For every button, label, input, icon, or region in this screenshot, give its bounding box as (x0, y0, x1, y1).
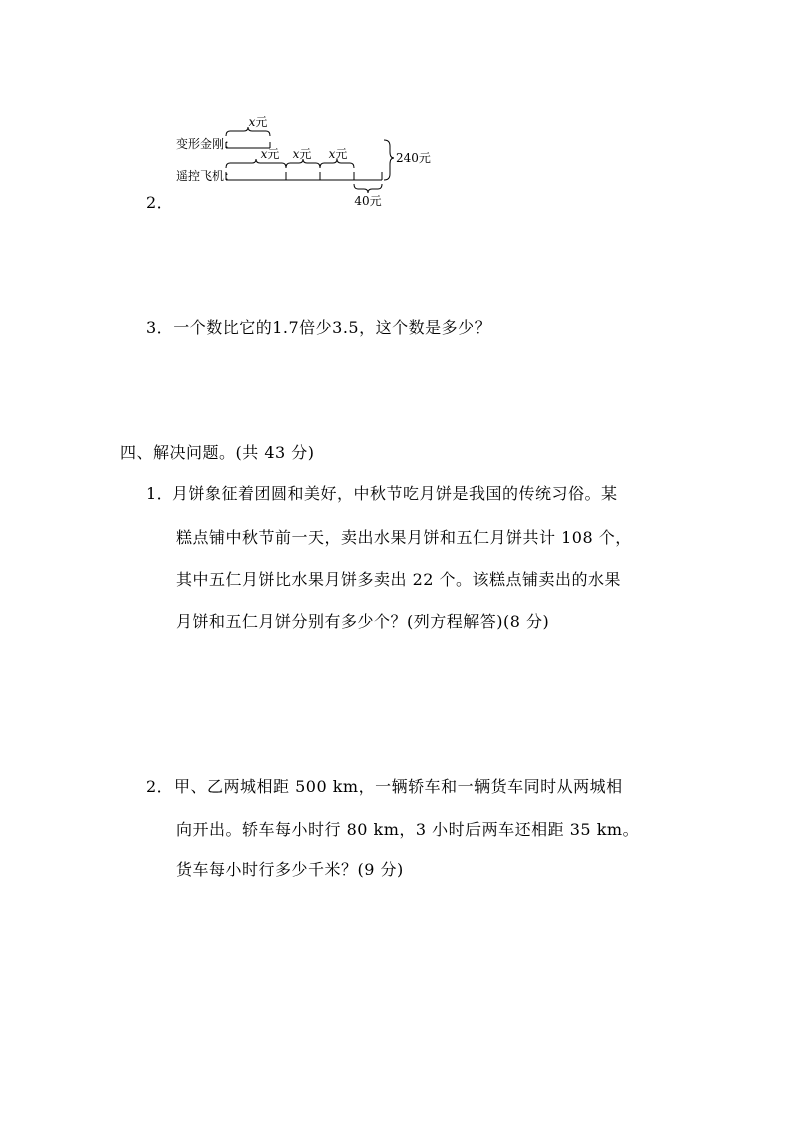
question-line: 甲、乙两城相距 500 km，一辆轿车和一辆货车同时从两城相 (174, 777, 623, 796)
question-number: 2． (146, 193, 174, 212)
question-line: 向开出。轿车每小时行 80 km，3 小时后两车还相距 35 km。 (176, 820, 640, 839)
row1-x-label: x元 (248, 115, 268, 129)
question-line: 其中五仁月饼比水果月饼多卖出 22 个。该糕点铺卖出的水果 (176, 570, 622, 589)
question-number: 3． (146, 318, 174, 337)
question-number: 1． (146, 484, 174, 503)
row2-label: 遥控飞机： (176, 169, 237, 183)
row2-x-label-1: x元 (260, 147, 280, 161)
question-text: 一个数比它的1.7倍少3.5，这个数是多少？ (173, 318, 492, 337)
total-label: 240元 (396, 151, 431, 165)
question-3 (146, 315, 491, 338)
line-segment-diagram (150, 112, 450, 212)
row2-x-label-2: x元 (292, 147, 312, 161)
question-line: 月饼象征着团圆和美好，中秋节吃月饼是我国的传统习俗。某 (172, 484, 618, 503)
question-line: 月饼和五仁月饼分别有多少个？(列方程解答)(8 分) (176, 612, 550, 631)
question-line: 货车每小时行多少千米？(9 分) (176, 860, 404, 879)
extra-label: 40元 (354, 194, 382, 208)
extra-brace (354, 184, 382, 193)
row1-label: 变形金刚： (176, 137, 237, 151)
question-line: 糕点铺中秋节前一天，卖出水果月饼和五仁月饼共计 108 个， (176, 528, 632, 547)
total-brace (384, 140, 394, 180)
row2-x-label-3: x元 (328, 147, 348, 161)
section-heading: 四、解决问题。(共 43 分) (120, 443, 315, 462)
question-number: 2． (146, 777, 174, 796)
